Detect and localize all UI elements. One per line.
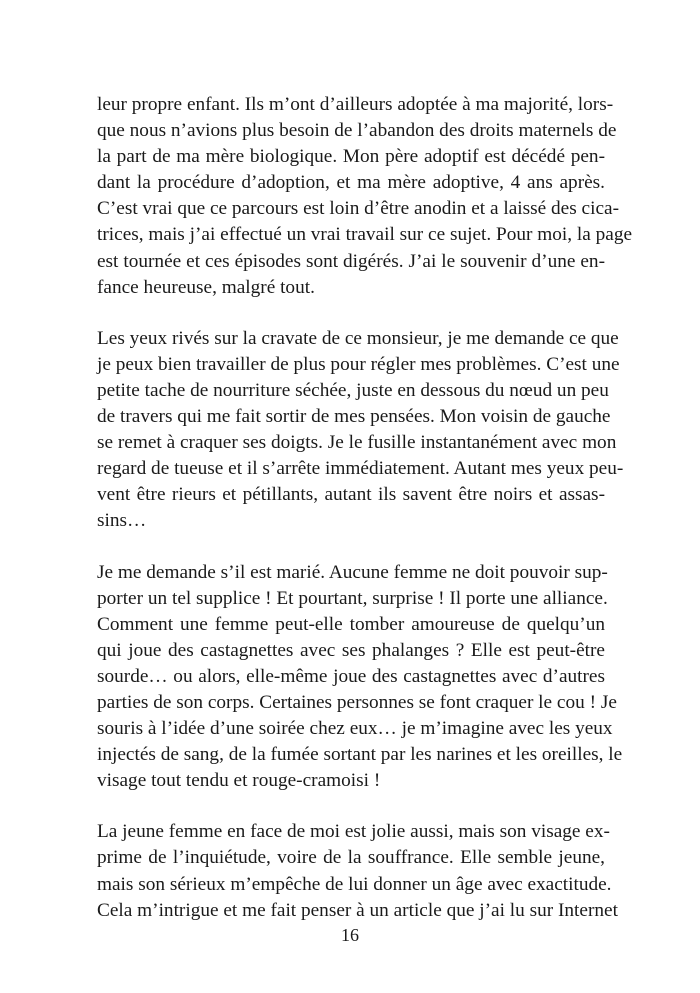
text-line: fance heureuse, malgré tout.: [97, 276, 315, 298]
paragraph-3: [97, 560, 623, 795]
text-line: la part de ma mère biologique. Mon père adoptif est décédé pen-: [97, 146, 605, 168]
text-line: prime de l’inquiétude, voire de la souffrance. Elle semble jeune,: [97, 847, 605, 869]
text-line: sourde… ou alors, elle-même joue des castagnettes avec d’autres: [97, 665, 605, 687]
paragraph-2: [97, 326, 624, 535]
text-line: qui joue des castagnettes avec ses phalanges ? Elle est peut-être: [97, 639, 605, 661]
text-line: La jeune femme en face de moi est jolie aussi, mais son visage ex-: [97, 821, 610, 843]
body-text: [97, 92, 633, 949]
text-line: regard de tueuse et il s’arrête immédiatement. Autant mes yeux peu-: [97, 458, 624, 480]
text-line: injectés de sang, de la fumée sortant par les narines et les oreilles, le: [97, 744, 623, 766]
text-line: petite tache de nourriture séchée, juste en dessous du nœud un peu: [97, 379, 609, 401]
text-line: Les yeux rivés sur la cravate de ce monsieur, je me demande ce que: [97, 327, 619, 349]
text-line: est tournée et ces épisodes sont digérés. J’ai le souvenir d’une en-: [97, 250, 605, 272]
text-line: Cela m’intrigue et me fait penser à un article que j’ai lu sur Internet: [97, 899, 618, 921]
paragraph-4: [97, 819, 618, 923]
text-line: trices, mais j’ai effectué un vrai travail sur ce sujet. Pour moi, la page: [97, 224, 633, 246]
text-line: que nous n’avions plus besoin de l’abandon des droits maternels de: [97, 120, 617, 142]
text-line: souris à l’idée d’une soirée chez eux… je m’imagine avec les yeux: [97, 718, 613, 740]
text-line: de travers qui me fait sortir de mes pensées. Mon voisin de gauche: [97, 406, 611, 428]
text-line: leur propre enfant. Ils m’ont d’ailleurs adoptée à ma majorité, lors-: [97, 94, 614, 115]
text-line: je peux bien travailler de plus pour régler mes problèmes. C’est une: [97, 353, 620, 375]
text-line: parties de son corps. Certaines personnes se font craquer le cou ! Je: [97, 691, 617, 713]
text-line: C’est vrai que ce parcours est loin d’être anodin et a laissé des cica-: [97, 198, 619, 220]
text-line: porter un tel supplice ! Et pourtant, surprise ! Il porte une alliance.: [97, 587, 608, 609]
page-number: 16: [341, 925, 359, 945]
text-line: visage tout tendu et rouge-cramoisi !: [97, 770, 381, 792]
text-line: dant la procédure d’adoption, et ma mère adoptive, 4 ans après.: [97, 172, 605, 194]
paragraph-1: [97, 92, 633, 301]
text-line: Je me demande s’il est marié. Aucune femme ne doit pouvoir sup-: [97, 561, 608, 583]
text-line: vent être rieurs et pétillants, autant ils savent être noirs et assas-: [97, 484, 605, 506]
text-line: se remet à craquer ses doigts. Je le fusille instantanément avec mon: [97, 432, 617, 454]
text-line: mais son sérieux m’empêche de lui donner un âge avec exactitude.: [97, 873, 612, 895]
text-line: Comment une femme peut-elle tomber amoureuse de quelqu’un: [97, 613, 605, 635]
text-line: sins…: [97, 510, 147, 532]
